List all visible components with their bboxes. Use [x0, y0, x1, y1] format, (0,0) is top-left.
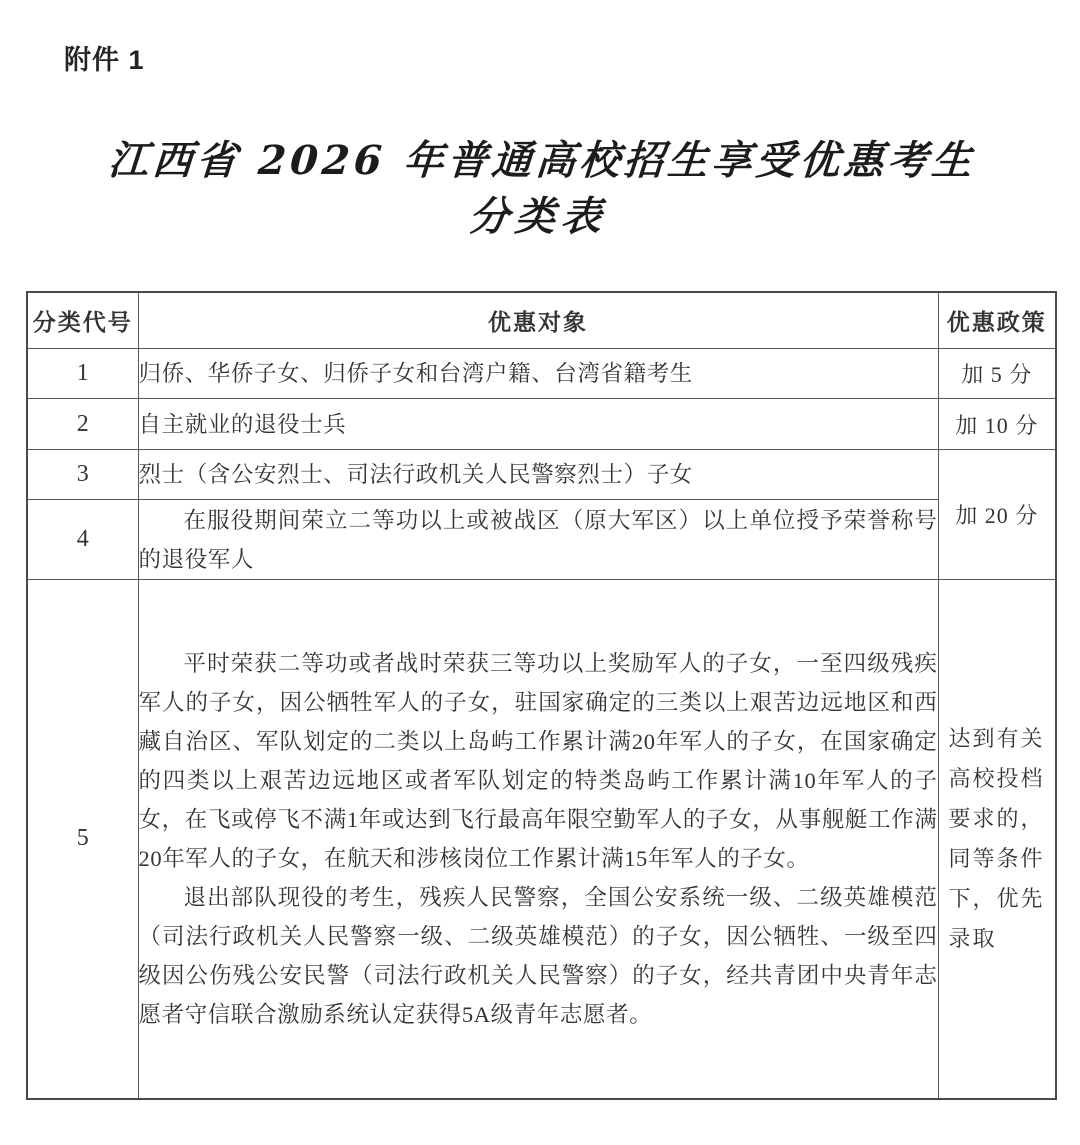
- row-policy-5: 达到有关高校投档要求的，同等条件下，优先录取: [938, 580, 1056, 1099]
- table-row: [27, 399, 1056, 450]
- page-title-line-2: 分类表: [467, 193, 609, 240]
- row-object-text-4: 在服役期间荣立二等功以上或被战区（原大军区）以上单位授予荣誉称号的退役军人: [138, 507, 938, 572]
- row-object-text-2: 自主就业的退役士兵: [138, 411, 347, 437]
- row-policy-1: 加 5 分: [938, 349, 1056, 399]
- row-object-text-3: 烈士（含公安烈士、司法行政机关人民警察烈士）子女: [138, 462, 693, 487]
- page-title-line-1: 江西省 2026 年普通高校招生享受优惠考生: [106, 137, 978, 184]
- row-code-3: 3: [27, 450, 138, 500]
- row-object-text-5-paragraph-2: 退出部队现役的考生，残疾人民警察，全国公安系统一级、二级英雄模范（司法行政机关人民警察一级、二级英雄模范）的子女，因公牺牲、一级至四级因公伤残公安民警（司法行政机关人民警察）的子女，经共青团中央青年志愿者守信联合激励系统认定获得5A级青年志愿者。: [138, 884, 938, 1027]
- row-policy-2: 加 10 分: [938, 399, 1056, 450]
- row-object-3: [138, 450, 938, 500]
- column-header-code: 分类代号: [27, 292, 138, 349]
- table-row: [27, 580, 1056, 1099]
- row-code-1: 1: [27, 349, 138, 399]
- table-row: [27, 450, 1056, 500]
- row-object-2: [138, 399, 938, 450]
- row-object-5: [138, 580, 938, 1099]
- column-header-object: 优惠对象: [138, 292, 938, 349]
- row-code-4: 4: [27, 500, 138, 580]
- column-header-policy: 优惠政策: [938, 292, 1056, 349]
- row-object-1: [138, 349, 938, 399]
- table-header-row: [27, 292, 1056, 349]
- row-object-text-1: 归侨、华侨子女、归侨子女和台湾户籍、台湾省籍考生: [138, 361, 693, 386]
- row-object-text-5-paragraph-1: 平时荣获二等功或者战时荣获三等功以上奖励军人的子女，一至四级残疾军人的子女，因公牺牲军人的子女，驻国家确定的三类以上艰苦边远地区和西藏自治区、军队划定的二类以上岛屿工作累计满20年军人的子女，在国家确定的四类以上艰苦边远地区或者军队划定的特类岛屿工作累计满10年军人的子女，在飞或停飞不满1年或达到飞行最高年限空勤军人的子女，从事舰艇工作满20年军人的子女，在航天和涉核岗位工作累计满15年军人的子女。: [138, 650, 938, 871]
- row-code-2: 2: [27, 399, 138, 450]
- attachment-label: 附件 1: [64, 45, 145, 75]
- table-row: [27, 349, 1056, 399]
- page-title: [0, 133, 1080, 245]
- classification-table: [26, 291, 1057, 1100]
- row-code-5: 5: [27, 580, 138, 1099]
- row-policy-3-4-merged: 加 20 分: [938, 450, 1056, 580]
- classification-table-container: [26, 291, 1055, 1100]
- table-row: [27, 500, 1056, 580]
- row-object-4: [138, 500, 938, 580]
